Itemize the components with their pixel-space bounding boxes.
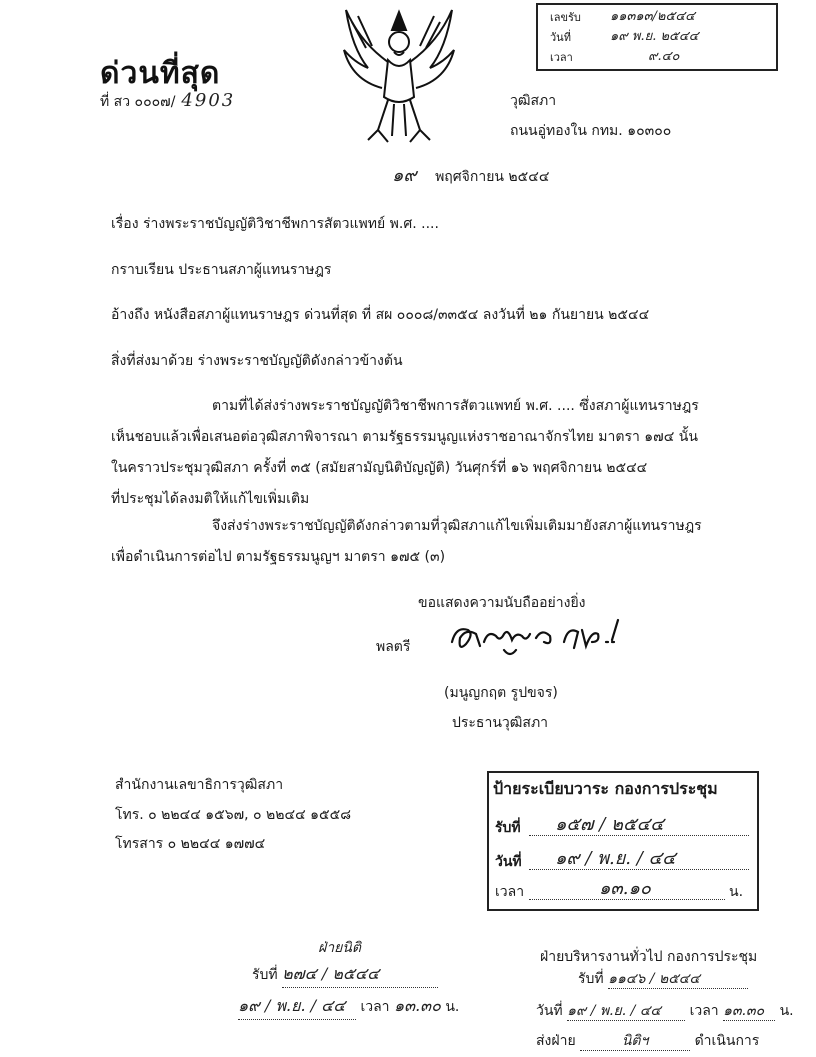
paragraph-2-line-2: เพื่อดำเนินการต่อไป ตามรัฐธรรมนูญฯ มาตรา ๑๗๕ (๓) [111, 549, 446, 565]
subject-line: เรื่อง ร่างพระราชบัญญัติวิชาชีพการสัตวแพทย์ พ.ศ. .... [111, 216, 439, 232]
enclosure-line: สิ่งที่ส่งมาด้วย ร่างพระราชบัญญัติดังกล่าวข้างต้น [111, 353, 403, 369]
admin-note-forward-label: ส่งฝ่าย [536, 1033, 576, 1049]
admin-note-time-value: ๑๓.๓๐ [723, 1002, 775, 1021]
admin-note-date-label: วันที่ [536, 1003, 563, 1019]
letter-date-month-year: พฤศจิกายน ๒๕๔๔ [435, 169, 550, 185]
receipt-time-value: ๙.๔๐ [648, 49, 680, 64]
registration-no-label: รับที่ [495, 820, 521, 836]
admin-note-no-value: ๑๑๔๖ / ๒๕๔๔ [608, 970, 748, 989]
legal-note-datetime [238, 994, 459, 1020]
legal-note-title: ฝ่ายนิติ [318, 940, 361, 956]
document-number [100, 92, 235, 111]
paragraph-1-line-4: ที่ประชุมได้ลงมติให้แก้ไขเพิ่มเติม [111, 491, 310, 507]
admin-note-time-label: เวลา [689, 1003, 719, 1019]
closing-regards: ขอแสดงความนับถืออย่างยิ่ง [418, 595, 586, 611]
office-telephone: โทร. ๐ ๒๒๔๔ ๑๕๖๗, ๐ ๒๒๔๔ ๑๕๕๘ [115, 807, 352, 823]
signer-name: (มนูญกฤต รูปขจร) [444, 685, 558, 701]
signature-mark [446, 612, 626, 662]
admin-note-title: ฝ่ายบริหารงานทั่วไป กองการประชุม [540, 949, 758, 965]
registration-stamp-title: ป้ายระเบียบวาระ กองการประชุม [493, 779, 718, 798]
receipt-stamp [536, 3, 778, 71]
registration-time-suffix: น. [729, 884, 744, 900]
signer-rank: พลตรี [376, 639, 411, 655]
admin-note-received [578, 970, 748, 989]
registration-no-value: ๑๕๗ / ๒๕๔๔ [555, 814, 664, 835]
admin-note-time-suffix: น. [779, 1003, 794, 1019]
admin-note-date-value: ๑๙ / พ.ย. / ๔๔ [567, 1002, 685, 1021]
admin-note-datetime [536, 1002, 794, 1021]
office-name: สำนักงานเลขาธิการวุฒิสภา [115, 777, 284, 793]
legal-note-no-value: ๒๗๔ / ๒๕๔๔ [282, 962, 438, 988]
admin-note-action-label: ดำเนินการ [694, 1033, 760, 1049]
legal-note-time-value: ๑๓.๓๐ [394, 996, 441, 1015]
receipt-date-value: ๑๙ พ.ย. ๒๕๔๔ [610, 29, 699, 44]
urgent-stamp: ด่วนที่สุด [100, 56, 221, 91]
paragraph-1-line-2: เห็นชอบแล้วเพื่อเสนอต่อวุฒิสภาพิจารณา ตามรัฐธรรมนูญแห่งราชอาณาจักรไทย มาตรา ๑๗๔ นั้น [111, 429, 698, 445]
legal-note-received [252, 962, 438, 988]
reference-line: อ้างถึง หนังสือสภาผู้แทนราษฎร ด่วนที่สุด ที่ สผ ๐๐๐๘/๓๓๕๔ ลงวันที่ ๒๑ กันยายน ๒๕๔๔ [111, 307, 650, 323]
legal-note-no-label: รับที่ [252, 967, 278, 983]
sender-name: วุฒิสภา [510, 93, 557, 109]
legal-note-time-label: เวลา [360, 999, 390, 1015]
receipt-time-label: เวลา [550, 51, 573, 64]
signer-position: ประธานวุฒิสภา [452, 715, 549, 731]
registration-stamp [487, 771, 759, 911]
salutation-line: กราบเรียน ประธานสภาผู้แทนราษฎร [111, 262, 332, 278]
legal-note-time-suffix: น. [445, 999, 460, 1015]
receipt-no-value: ๑๑๓๑๓/๒๕๔๔ [610, 9, 695, 24]
admin-note-forward-value: นิติฯ [580, 1032, 690, 1051]
registration-time-value: ๑๓.๑๐ [599, 878, 651, 899]
paragraph-1-line-1: ตามที่ได้ส่งร่างพระราชบัญญัติวิชาชีพการสัตวแพทย์ พ.ศ. .... ซึ่งสภาผู้แทนราษฎร [212, 398, 699, 414]
document-number-value: 4903 [181, 90, 236, 111]
garuda-emblem-icon [338, 2, 460, 152]
registration-time-label: เวลา [495, 884, 525, 900]
document-number-prefix: ที่ สว ๐๐๐๗/ [100, 94, 176, 110]
office-fax: โทรสาร ๐ ๒๒๔๔ ๑๗๗๔ [115, 836, 266, 852]
registration-date-label: วันที่ [495, 854, 522, 870]
letter-date [392, 167, 549, 186]
letter-date-day: ๑๙ [392, 165, 417, 186]
admin-note-no-label: รับที่ [578, 971, 604, 987]
receipt-no-label: เลขรับ [550, 11, 581, 24]
registration-date-value: ๑๙ / พ.ย. / ๔๔ [555, 848, 676, 869]
paragraph-1-line-3: ในคราวประชุมวุฒิสภา ครั้งที่ ๓๕ (สมัยสามัญนิติบัญญัติ) วันศุกร์ที่ ๑๖ พฤศจิกายน ๒๕๔๔ [111, 460, 648, 476]
sender-address: ถนนอู่ทองใน กทม. ๑๐๓๐๐ [510, 123, 672, 139]
admin-note-forward [536, 1032, 759, 1051]
paragraph-2-line-1: จึงส่งร่างพระราชบัญญัติดังกล่าวตามที่วุฒิสภาแก้ไขเพิ่มเติมมายังสภาผู้แทนราษฎร [212, 518, 702, 534]
receipt-date-label: วันที่ [550, 31, 571, 44]
legal-note-date-value: ๑๙ / พ.ย. / ๔๔ [238, 994, 356, 1020]
